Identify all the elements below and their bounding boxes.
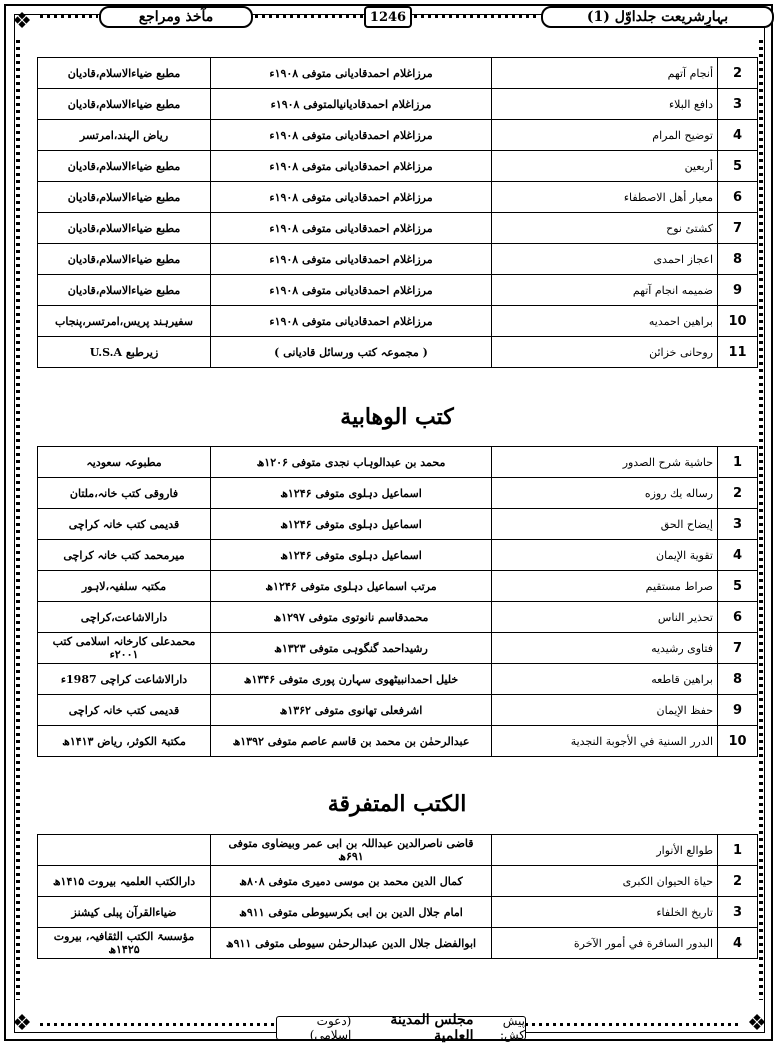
publisher-cell: مکتبہ سلفیہ،لاہور [38, 571, 211, 602]
publisher-cell [38, 835, 211, 866]
row-number: 9 [718, 695, 758, 726]
table-row [38, 726, 758, 757]
publisher-cell: مطبع ضیاءالاسلام،قادیان [38, 213, 211, 244]
publisher-cell: مطبع ضیاءالاسلام،قادیان [38, 275, 211, 306]
book-title-cell: طوالع الأنوار [492, 835, 718, 866]
author-cell: مرزاغلام احمدقادیانی متوفی ۱۹۰۸ء [211, 182, 492, 213]
table-row [38, 244, 758, 275]
publisher-cell: مطبوعہ سعودیہ [38, 447, 211, 478]
author-cell: ( مجموعہ کتب ورسائل قادیانی ) [211, 337, 492, 368]
book-title-cell: ضميمه انجام آتهم [492, 275, 718, 306]
table-row [38, 337, 758, 368]
wahhabi-books-table [37, 446, 758, 757]
row-number: 4 [718, 928, 758, 959]
top-ornament [40, 15, 98, 18]
section-title-misc: الكتب المتفرقة [327, 791, 467, 817]
publisher-cell: ریاض الہند،امرتسر [38, 120, 211, 151]
publisher-cell: مکتبۃ الکوثر، ریاض ۱۴۱۳ھ [38, 726, 211, 757]
publisher-cell: فاروقی کتب خانہ،ملتان [38, 478, 211, 509]
publisher-cell: قدیمی کتب خانہ کراچی [38, 695, 211, 726]
table-row [38, 897, 758, 928]
corner-ornament-icon: ❖ [12, 1011, 32, 1036]
book-title-cell: كشتئ نوح [492, 213, 718, 244]
book-title-cell: روحانی خزائن [492, 337, 718, 368]
author-cell: مرزاغلام احمدقادیانی متوفی ۱۹۰۸ء [211, 244, 492, 275]
publisher-cell: دارالکتب العلمیہ بیروت ۱۴۱۵ھ [38, 866, 211, 897]
book-title-cell: البدور السافرة في أمور الآخرة [492, 928, 718, 959]
row-number: 8 [718, 244, 758, 275]
publisher-cell: مؤسسۃ الکتب الثقافیہ، بیروت ۱۴۲۵ھ [38, 928, 211, 959]
publisher-cell: دارالاشاعت کراچی 1987ء [38, 664, 211, 695]
row-number: 3 [718, 509, 758, 540]
author-cell: ابوالفضل جلال الدین عبدالرحمٰن سیوطی متوفی ۹۱۱ھ [211, 928, 492, 959]
row-number: 9 [718, 275, 758, 306]
section-label: مآخذ ومراجع [99, 6, 253, 28]
table-row [38, 866, 758, 897]
publisher-cell: مطبع ضیاءالاسلام،قادیان [38, 58, 211, 89]
table-row [38, 540, 758, 571]
author-cell: مرزاغلام احمدقادیانیالمتوفی ۱۹۰۸ء [211, 89, 492, 120]
book-title-cell: اعجاز احمدی [492, 244, 718, 275]
misc-books-table [37, 834, 758, 959]
author-cell: کمال الدین محمد بن موسی دمیری متوفی ۸۰۸ھ [211, 866, 492, 897]
publisher-cell: مطبع ضیاءالاسلام،قادیان [38, 182, 211, 213]
row-number: 11 [718, 337, 758, 368]
row-number: 6 [718, 182, 758, 213]
book-title-cell: تاريخ الخلفاء [492, 897, 718, 928]
publisher-cell: سفیرہند پریس،امرتسر،پنجاب [38, 306, 211, 337]
author-cell: مرزاغلام احمدقادیانی متوفی ۱۹۰۸ء [211, 120, 492, 151]
book-title-cell: حفظ الإيمان [492, 695, 718, 726]
table-row [38, 151, 758, 182]
book-title-cell: صراط مستقيم [492, 571, 718, 602]
book-title-cell: دافع البلاء [492, 89, 718, 120]
book-title: بہارِشریعت جلداوّل (1) [541, 6, 774, 28]
author-cell: رشیداحمد گنگوہی متوفی ۱۳۲۳ھ [211, 633, 492, 664]
book-title-cell: أربعين [492, 151, 718, 182]
bottom-ornament [40, 1023, 275, 1026]
author-cell: مرزاغلام احمدقادیانی متوفی ۱۹۰۸ء [211, 213, 492, 244]
table-row [38, 835, 758, 866]
table-row [38, 306, 758, 337]
row-number: 2 [718, 866, 758, 897]
table-row [38, 509, 758, 540]
author-cell: اسماعیل دہلوی متوفی ۱۲۴۶ھ [211, 509, 492, 540]
row-number: 1 [718, 835, 758, 866]
book-title-cell: حاشية شرح الصدور [492, 447, 718, 478]
row-number: 6 [718, 602, 758, 633]
publisher-cell: مطبع ضیاءالاسلام،قادیان [38, 244, 211, 275]
author-cell: مرزاغلام احمدقادیانی متوفی ۱۹۰۸ء [211, 151, 492, 182]
publisher-cell: مطبع ضیاءالاسلام،قادیان [38, 89, 211, 120]
table-row [38, 571, 758, 602]
table-row [38, 447, 758, 478]
publisher-cell: محمدعلی کارخانہ اسلامی کتب ۲۰۰۱ء [38, 633, 211, 664]
table-row [38, 478, 758, 509]
author-cell: مرزاغلام احمدقادیانی متوفی ۱۹۰۸ء [211, 275, 492, 306]
author-cell: عبدالرحمٰن بن محمد بن قاسم عاصم متوفی ۱۳۹۲ھ [211, 726, 492, 757]
table-row [38, 58, 758, 89]
footer-suffix: (دعوت اسلامی) [309, 1014, 352, 1042]
row-number: 8 [718, 664, 758, 695]
row-number: 4 [718, 120, 758, 151]
book-title-cell: براهين قاطعه [492, 664, 718, 695]
table-row [38, 928, 758, 959]
book-title-cell: توضيح المرام [492, 120, 718, 151]
bottom-ornament [525, 1023, 740, 1026]
table-row [38, 633, 758, 664]
row-number: 5 [718, 151, 758, 182]
left-ornament [16, 40, 20, 1000]
row-number: 5 [718, 571, 758, 602]
row-number: 10 [718, 726, 758, 757]
author-cell: مرتب اسماعیل دہلوی متوفی ۱۲۴۶ھ [211, 571, 492, 602]
row-number: 4 [718, 540, 758, 571]
footer-prefix: پیش کش: [499, 1014, 525, 1042]
table-row [38, 182, 758, 213]
table-row [38, 213, 758, 244]
table-row [38, 89, 758, 120]
author-cell: اشرفعلی تھانوی متوفی ۱۳۶۲ھ [211, 695, 492, 726]
corner-ornament-icon: ❖ [12, 9, 32, 34]
top-ornament [414, 15, 540, 18]
table-row [38, 120, 758, 151]
author-cell: محمدقاسم نانوتوی متوفی ۱۲۹۷ھ [211, 602, 492, 633]
author-cell: مرزاغلام احمدقادیانی متوفی ۱۹۰۸ء [211, 306, 492, 337]
publisher-cell: مطبع ضیاءالاسلام،قادیان [38, 151, 211, 182]
author-cell: اسماعیل دہلوی متوفی ۱۲۴۶ھ [211, 540, 492, 571]
row-number: 10 [718, 306, 758, 337]
row-number: 1 [718, 447, 758, 478]
author-cell: امام جلال الدین بن ابی بکرسیوطی متوفی ۹۱۱ھ [211, 897, 492, 928]
publisher-cell: ضیاءالقرآن پبلی کیشنز [38, 897, 211, 928]
row-number: 3 [718, 897, 758, 928]
publisher-cell: دارالاشاعت،کراچی [38, 602, 211, 633]
table-row [38, 695, 758, 726]
publisher-cell: زیرطبع U.S.A [38, 337, 211, 368]
publisher-cell: قدیمی کتب خانہ کراچی [38, 509, 211, 540]
book-title-cell: رساله يك روزه [492, 478, 718, 509]
book-title-cell: إيضاح الحق [492, 509, 718, 540]
book-title-cell: فتاوى رشيديه [492, 633, 718, 664]
page-number: 1246 [364, 6, 412, 28]
section-title-wahhabi: كتب الوهابية [340, 404, 454, 430]
book-title-cell: معيار أهل الاصطفاء [492, 182, 718, 213]
table-row [38, 664, 758, 695]
row-number: 2 [718, 478, 758, 509]
right-ornament [759, 40, 763, 1000]
top-ornament [255, 15, 363, 18]
table-row [38, 275, 758, 306]
author-cell: خلیل احمدانبیٹھوی سہارن پوری متوفی ۱۳۴۶ھ [211, 664, 492, 695]
qadiani-books-table [37, 57, 758, 368]
book-title-cell: حياة الحيوان الكبرى [492, 866, 718, 897]
table-row [38, 602, 758, 633]
footer-org: مجلس المدينة العلمية [390, 1012, 474, 1044]
book-title-cell: أنجام آتهم [492, 58, 718, 89]
author-cell: محمد بن عبدالوہاب نجدی متوفی ۱۲۰۶ھ [211, 447, 492, 478]
publisher-cell: میرمحمد کتب خانہ کراچی [38, 540, 211, 571]
author-cell: قاضی ناصرالدین عبداللہ بن ابی عمر وبیضاوی متوفی ۶۹۱ھ [211, 835, 492, 866]
author-cell: مرزاغلام احمدقادیانی متوفی ۱۹۰۸ء [211, 58, 492, 89]
author-cell: اسماعیل دہلوی متوفی ۱۲۴۶ھ [211, 478, 492, 509]
row-number: 7 [718, 633, 758, 664]
footer-banner [276, 1012, 526, 1044]
book-title-cell: براهين احمديه [492, 306, 718, 337]
corner-ornament-icon: ❖ [747, 1011, 767, 1036]
row-number: 7 [718, 213, 758, 244]
book-title-cell: تقوية الإيمان [492, 540, 718, 571]
book-title-cell: تحذير الناس [492, 602, 718, 633]
row-number: 3 [718, 89, 758, 120]
book-title-cell: الدرر السنية في الأجوبة النجدية [492, 726, 718, 757]
row-number: 2 [718, 58, 758, 89]
